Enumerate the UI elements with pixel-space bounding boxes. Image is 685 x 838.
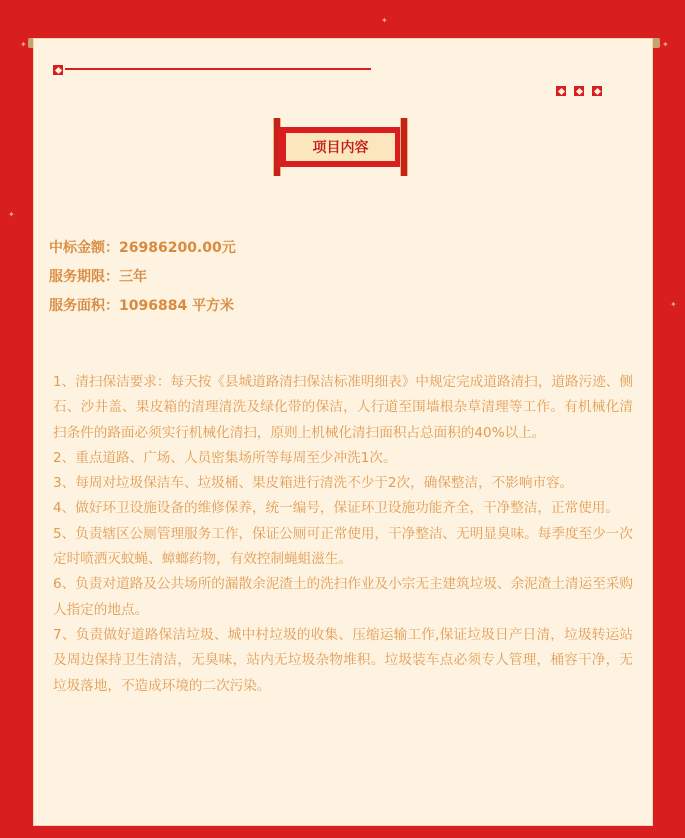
title-scroll	[273, 118, 408, 176]
requirement-item: 7、负责做好道路保洁垃圾、城中村垃圾的收集、压缩运输工作,保证垃圾日产日清，垃圾转运站及周边保持卫生清洁，无臭味，站内无垃圾杂物堆积。垃圾装车点必须专人管理，桶容干净，无垃圾落地，不造成环境的二次污染。	[53, 626, 633, 694]
sparkle-decor: ✦	[670, 300, 677, 309]
requirement-item: 5、负责辖区公厕管理服务工作，保证公厕可正常使用，干净整洁、无明显臭味。每季度至少一次定时喷洒灭蚊蝇、蟑螂药物，有效控制蝇蛆滋生。	[53, 525, 633, 568]
diamond-icon	[574, 86, 584, 96]
sparkle-decor: ✦	[381, 16, 388, 25]
service-period: 服务期限：三年	[49, 269, 147, 285]
diamond-icon	[556, 86, 566, 96]
requirements-list	[53, 370, 633, 699]
requirement-item: 1、清扫保洁要求：每天按《县城道路清扫保洁标准明细表》中规定完成道路清扫，道路污迹、侧石、沙井盖、果皮箱的清理清洗及绿化带的保洁，人行道至围墙根杂草清理等工作。有机械化清扫条件的路面必须实行机械化清扫，原则上机械化清扫面积占总面积的40%以上。	[53, 374, 633, 441]
requirement-item: 6、负责对道路及公共场所的漏散余泥渣土的洗扫作业及小宗无主建筑垃圾、余泥渣土清运至采购人指定的地点。	[53, 576, 633, 618]
scroll-rod-right	[400, 118, 408, 176]
section-title: 项目内容	[286, 133, 395, 161]
diamond-icon	[53, 65, 63, 75]
sparkle-decor: ✦	[662, 40, 669, 49]
sparkle-decor: ✦	[20, 40, 27, 49]
divider-line	[65, 68, 371, 70]
sparkle-decor: ✦	[8, 210, 15, 219]
requirement-item: 2、重点道路、广场、人员密集场所等每周至少冲洗1次。	[53, 449, 397, 466]
bid-amount: 中标金额：26986200.00元	[49, 240, 236, 256]
requirement-item: 4、做好环卫设施设备的维修保养，统一编号，保证环卫设施功能齐全，干净整洁，正常使用。	[53, 500, 619, 517]
requirement-item: 3、每周对垃圾保洁车、垃圾桶、果皮箱进行清洗不少于2次，确保整洁，不影响市容。	[53, 475, 574, 492]
project-info	[49, 234, 236, 321]
service-area: 服务面积：1096884 平方米	[49, 298, 235, 314]
content-card	[33, 38, 653, 826]
diamond-icon	[592, 86, 602, 96]
card-rod-right	[652, 38, 660, 48]
